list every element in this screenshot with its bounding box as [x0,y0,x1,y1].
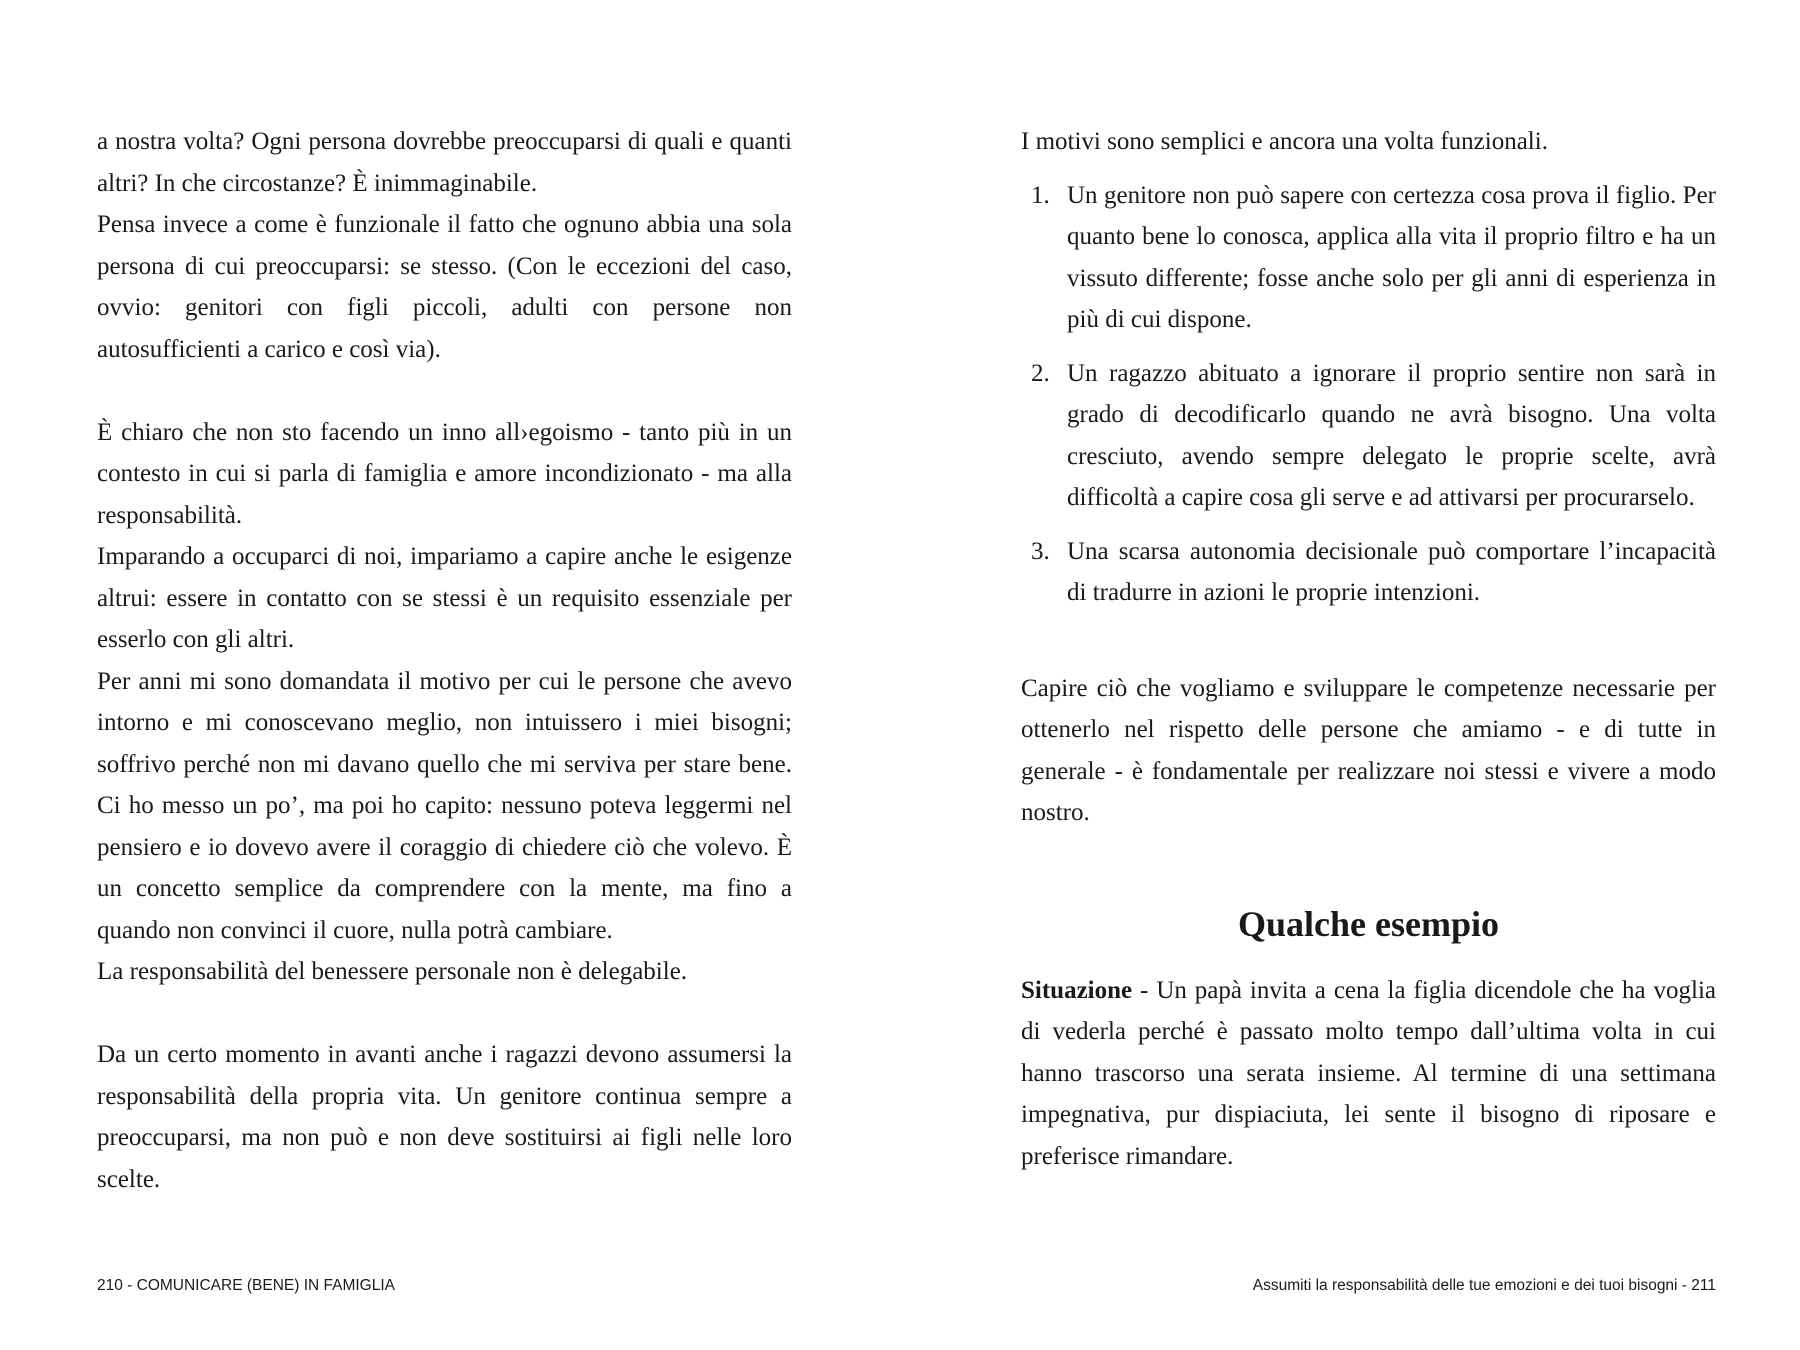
paragraph: Da un certo momento in avanti anche i ragazzi devono assumersi la responsabilità della propria vita. Un genitore continua sempre a preoccuparsi, ma non può e non deve sostituirsi ai figli nelle loro scelte. [97,1041,792,1193]
situation-paragraph [1021,970,1716,1178]
paragraph: Per anni mi sono domandata il motivo per cui le persone che avevo intorno e mi conoscevano meglio, non intuissero i miei bisogni; soffrivo perché non mi davano quello che mi serviva per stare bene. Ci ho messo un po’, ma poi ho capito: nessuno poteva leggermi nel pensiero e io dovevo avere il coraggio di chiedere ciò che volevo. È un concetto semplice da comprendere con la mente, ma fino a quando non convinci il cuore, nulla potrà cambiare. [97,667,792,944]
right-page-body [1021,121,1716,1177]
left-page-body [97,121,792,1200]
list-item [1021,175,1716,341]
page-footer-left: 210 - COMUNICARE (BENE) IN FAMIGLIA [97,1277,395,1294]
closing-paragraph: Capire ciò che vogliamo e sviluppare le competenze necessarie per ottenerlo nel rispetto delle persone che amiamo - e di tutte in generale - è fondamentale per realizzare noi stessi e vivere a modo nostro. [1021,674,1716,826]
paragraph: a nostra volta? Ogni persona dovrebbe preoccuparsi di quali e quanti altri? In che circostanze? È inimmaginabile. [97,128,792,197]
paragraph: Imparando a occuparci di noi, impariamo a capire anche le esigenze altrui: essere in contatto con se stessi è un requisito essenziale per esserlo con gli altri. [97,543,792,653]
list-item-text: Una scarsa autonomia decisionale può comportare l’incapacità di tradurre in azioni le proprie intenzioni. [1067,537,1716,606]
list-number: 3. [1031,537,1050,565]
paragraph: È chiaro che non sto facendo un inno all›egoismo - tanto più in un contesto in cui si parla di famiglia e amore incondizionato - ma alla responsabilità. [97,418,792,529]
list-item [1021,531,1716,614]
list-item-text: Un ragazzo abituato a ignorare il proprio sentire non sarà in grado di decodificarlo quando ne avrà bisogno. Una volta cresciuto, avendo sempre delegato le proprie scelte, avrà difficoltà a capire cosa gli serve e ad attivarsi per procurarselo. [1067,359,1716,511]
section-heading: Qualche esempio [1238,903,1499,944]
paragraph: Pensa invece a come è funzionale il fatto che ognuno abbia una sola persona di cui preoccuparsi: se stesso. (Con le eccezioni del caso, ovvio: genitori con figli piccoli, adulti con persone non autosufficienti a carico e così via). [97,211,792,363]
list-number: 2. [1031,359,1050,387]
situation-text: - Un papà invita a cena la figlia dicendole che ha voglia di vederla perché è passato molto tempo dall’ultima volta in cui hanno trascorso una serata insieme. Al termine di una settimana impegnativa, pur dispiaciuta, lei sente il bisogno di riposare e preferisce rimandare. [1021,976,1716,1170]
list-number: 1. [1031,181,1050,209]
intro-paragraph: I motivi sono semplici e ancora una volta funzionali. [1021,128,1548,155]
right-page [900,0,1800,1350]
list-item-text: Un genitore non può sapere con certezza cosa prova il figlio. Per quanto bene lo conosca, applica alla vita il proprio filtro e ha un vissuto differente; fosse anche solo per gli anni di esperienza in più di cui dispone. [1067,181,1716,333]
situation-label: Situazione [1021,976,1133,1004]
paragraph: La responsabilità del benessere personale non è delegabile. [97,958,688,985]
page-footer-right: Assumiti la responsabilità delle tue emozioni e dei tuoi bisogni - 211 [1252,1277,1716,1294]
list-item [1021,353,1716,519]
numbered-list [1021,175,1716,614]
